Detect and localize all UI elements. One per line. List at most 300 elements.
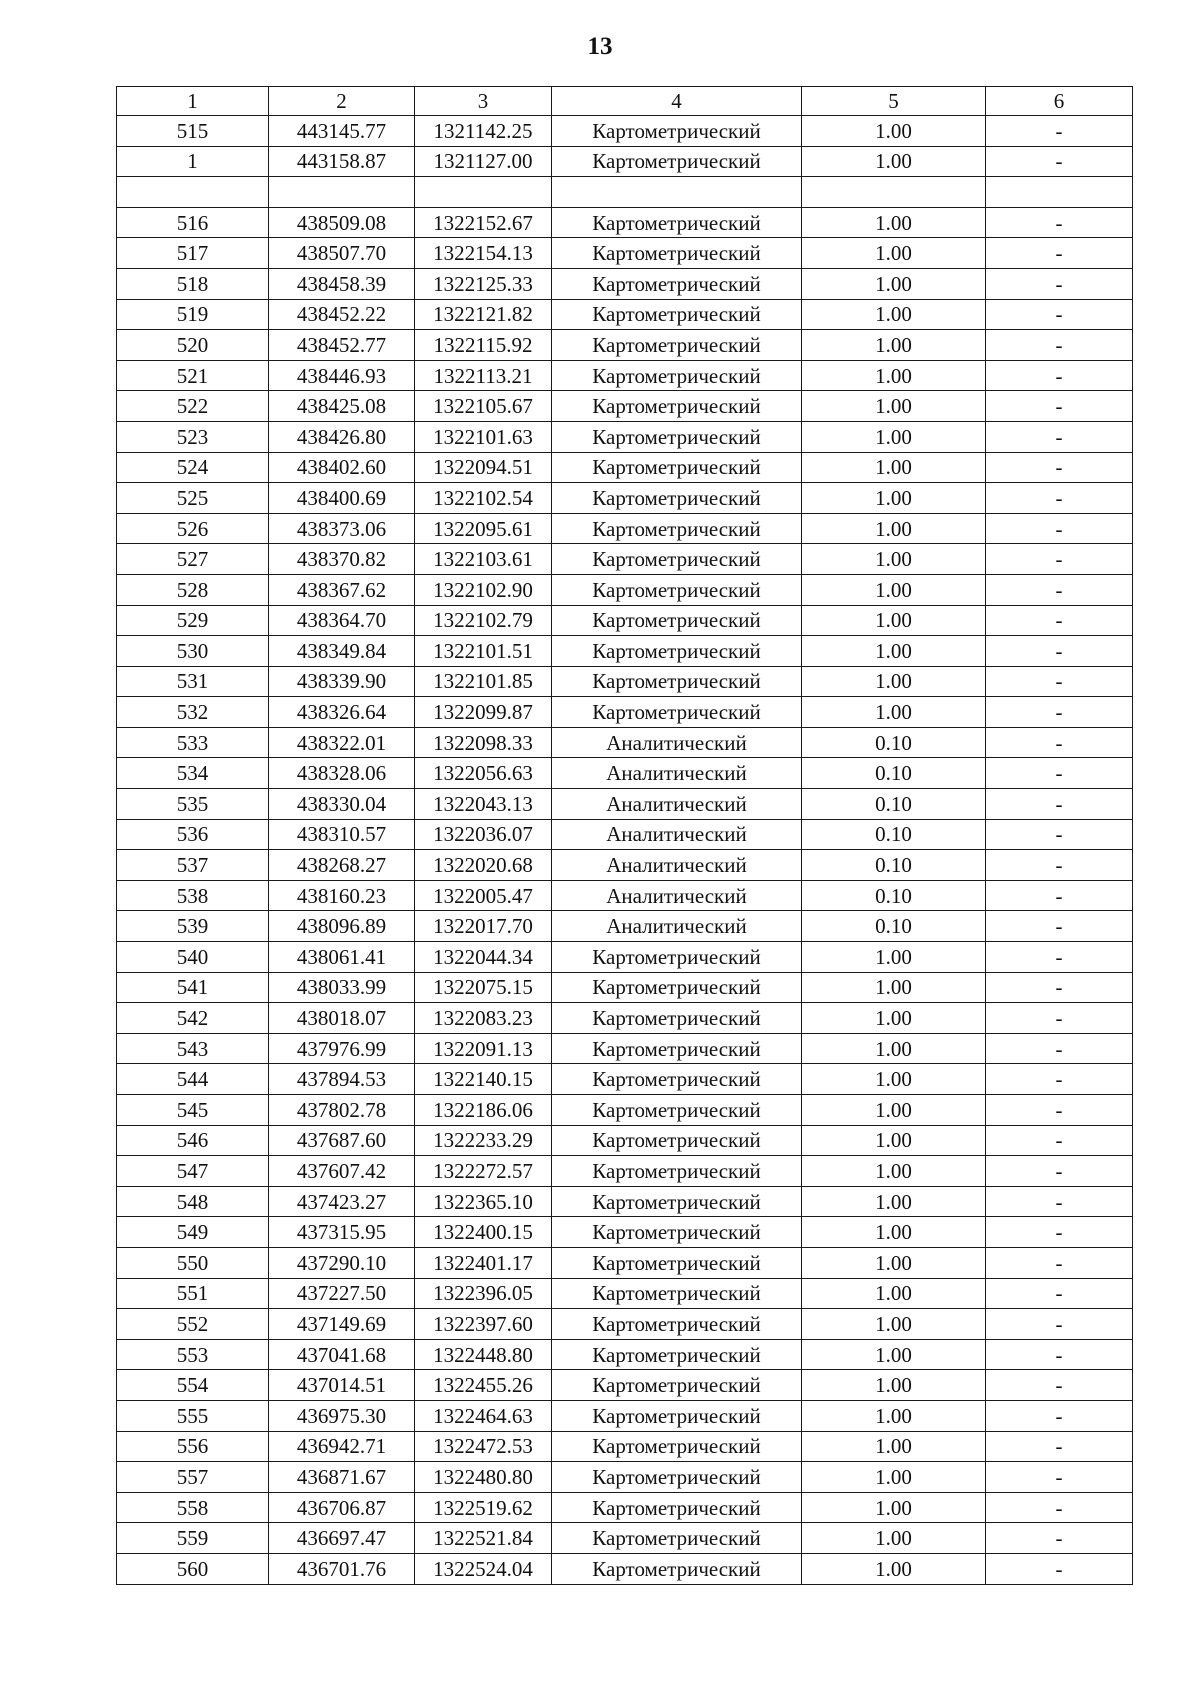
description-cell: - <box>986 513 1133 544</box>
y-coordinate-cell: 1322140.15 <box>415 1064 552 1095</box>
accuracy-cell: 1.00 <box>802 1217 986 1248</box>
method-cell: Картометрический <box>552 1278 802 1309</box>
description-cell: - <box>986 330 1133 361</box>
table-row <box>117 1278 1133 1309</box>
y-coordinate-cell: 1322083.23 <box>415 1003 552 1034</box>
accuracy-cell: 1.00 <box>802 1003 986 1034</box>
accuracy-cell: 1.00 <box>802 1523 986 1554</box>
point-number-cell: 523 <box>117 421 269 452</box>
accuracy-cell: 1.00 <box>802 574 986 605</box>
point-number-cell: 548 <box>117 1186 269 1217</box>
column-header: 1 <box>117 87 269 116</box>
point-number-cell: 519 <box>117 299 269 330</box>
description-cell: - <box>986 1309 1133 1340</box>
y-coordinate-cell: 1322365.10 <box>415 1186 552 1217</box>
accuracy-cell: 1.00 <box>802 1400 986 1431</box>
table-row <box>117 177 1133 208</box>
y-coordinate-cell: 1322121.82 <box>415 299 552 330</box>
method-cell: Картометрический <box>552 1370 802 1401</box>
table-row <box>117 1523 1133 1554</box>
y-coordinate-cell: 1321127.00 <box>415 146 552 177</box>
method-cell: Аналитический <box>552 911 802 942</box>
x-coordinate-cell: 436701.76 <box>269 1553 415 1584</box>
table-row <box>117 268 1133 299</box>
point-number-cell: 560 <box>117 1553 269 1584</box>
accuracy-cell: 1.00 <box>802 483 986 514</box>
point-number-cell: 518 <box>117 268 269 299</box>
table-row <box>117 636 1133 667</box>
x-coordinate-cell: 437315.95 <box>269 1217 415 1248</box>
point-number-cell: 552 <box>117 1309 269 1340</box>
accuracy-cell: 1.00 <box>802 1247 986 1278</box>
page-number: 13 <box>587 33 613 60</box>
table-row <box>117 1186 1133 1217</box>
table-row <box>117 299 1133 330</box>
method-cell: Картометрический <box>552 330 802 361</box>
description-cell: - <box>986 789 1133 820</box>
method-cell: Картометрический <box>552 1492 802 1523</box>
description-cell: - <box>986 1462 1133 1493</box>
accuracy-cell: 1.00 <box>802 1186 986 1217</box>
method-cell: Картометрический <box>552 238 802 269</box>
table-row <box>117 1064 1133 1095</box>
table-row <box>117 483 1133 514</box>
point-number-cell: 526 <box>117 513 269 544</box>
accuracy-cell: 1.00 <box>802 605 986 636</box>
description-cell: - <box>986 1064 1133 1095</box>
method-cell: Картометрический <box>552 1400 802 1431</box>
method-cell: Картометрический <box>552 1462 802 1493</box>
point-number-cell: 550 <box>117 1247 269 1278</box>
x-coordinate-cell: 443145.77 <box>269 116 415 147</box>
method-cell: Картометрический <box>552 636 802 667</box>
description-cell: - <box>986 1247 1133 1278</box>
x-coordinate-cell: 438458.39 <box>269 268 415 299</box>
method-cell: Картометрический <box>552 146 802 177</box>
accuracy-cell: 1.00 <box>802 1156 986 1187</box>
table-row <box>117 544 1133 575</box>
method-cell: Аналитический <box>552 758 802 789</box>
column-header: 5 <box>802 87 986 116</box>
y-coordinate-cell: 1321142.25 <box>415 116 552 147</box>
description-cell: - <box>986 758 1133 789</box>
method-cell: Картометрический <box>552 972 802 1003</box>
y-coordinate-cell: 1322401.17 <box>415 1247 552 1278</box>
y-coordinate-cell: 1322101.85 <box>415 666 552 697</box>
description-cell: - <box>986 1492 1133 1523</box>
point-number-cell: 527 <box>117 544 269 575</box>
x-coordinate-cell: 438509.08 <box>269 207 415 238</box>
accuracy-cell: 1.00 <box>802 238 986 269</box>
description-cell: - <box>986 452 1133 483</box>
point-number-cell: 516 <box>117 207 269 238</box>
accuracy-cell: 0.10 <box>802 789 986 820</box>
x-coordinate-cell: 438018.07 <box>269 1003 415 1034</box>
accuracy-cell: 0.10 <box>802 850 986 881</box>
accuracy-cell: 1.00 <box>802 299 986 330</box>
table-row <box>117 972 1133 1003</box>
table-row <box>117 330 1133 361</box>
x-coordinate-cell: 438268.27 <box>269 850 415 881</box>
accuracy-cell: 1.00 <box>802 1431 986 1462</box>
description-cell: - <box>986 727 1133 758</box>
description-cell: - <box>986 299 1133 330</box>
x-coordinate-cell: 438096.89 <box>269 911 415 942</box>
accuracy-cell: 1.00 <box>802 452 986 483</box>
table-row <box>117 1309 1133 1340</box>
point-number-cell: 558 <box>117 1492 269 1523</box>
description-cell: - <box>986 1095 1133 1126</box>
y-coordinate-cell: 1322396.05 <box>415 1278 552 1309</box>
method-cell: Картометрический <box>552 1217 802 1248</box>
x-coordinate-cell: 438452.22 <box>269 299 415 330</box>
method-cell: Картометрический <box>552 391 802 422</box>
x-coordinate-cell: 436942.71 <box>269 1431 415 1462</box>
x-coordinate-cell: 438033.99 <box>269 972 415 1003</box>
x-coordinate-cell: 438160.23 <box>269 880 415 911</box>
x-coordinate-cell: 438364.70 <box>269 605 415 636</box>
description-cell: - <box>986 146 1133 177</box>
table-row <box>117 116 1133 147</box>
x-coordinate-cell: 438330.04 <box>269 789 415 820</box>
accuracy-cell: 1.00 <box>802 391 986 422</box>
description-cell: - <box>986 574 1133 605</box>
description-cell: - <box>986 972 1133 1003</box>
method-cell: Картометрический <box>552 1033 802 1064</box>
x-coordinate-cell: 438446.93 <box>269 360 415 391</box>
accuracy-cell: 1.00 <box>802 207 986 238</box>
accuracy-cell: 0.10 <box>802 819 986 850</box>
accuracy-cell <box>802 177 986 208</box>
point-number-cell: 551 <box>117 1278 269 1309</box>
description-cell: - <box>986 1003 1133 1034</box>
description-cell: - <box>986 544 1133 575</box>
method-cell: Картометрический <box>552 1339 802 1370</box>
method-cell: Картометрический <box>552 483 802 514</box>
accuracy-cell: 1.00 <box>802 1339 986 1370</box>
point-number-cell: 525 <box>117 483 269 514</box>
accuracy-cell: 1.00 <box>802 1309 986 1340</box>
accuracy-cell: 1.00 <box>802 666 986 697</box>
point-number-cell: 557 <box>117 1462 269 1493</box>
y-coordinate-cell: 1322095.61 <box>415 513 552 544</box>
table-row <box>117 574 1133 605</box>
accuracy-cell: 1.00 <box>802 513 986 544</box>
description-cell: - <box>986 268 1133 299</box>
table-row <box>117 207 1133 238</box>
method-cell: Картометрический <box>552 1523 802 1554</box>
y-coordinate-cell: 1322103.61 <box>415 544 552 575</box>
description-cell: - <box>986 880 1133 911</box>
method-cell: Картометрический <box>552 605 802 636</box>
method-cell: Аналитический <box>552 819 802 850</box>
method-cell: Аналитический <box>552 727 802 758</box>
description-cell: - <box>986 1370 1133 1401</box>
accuracy-cell: 1.00 <box>802 544 986 575</box>
point-number-cell: 546 <box>117 1125 269 1156</box>
y-coordinate-cell: 1322075.15 <box>415 972 552 1003</box>
y-coordinate-cell: 1322056.63 <box>415 758 552 789</box>
description-cell: - <box>986 911 1133 942</box>
description-cell: - <box>986 391 1133 422</box>
accuracy-cell: 1.00 <box>802 1462 986 1493</box>
table-row <box>117 666 1133 697</box>
method-cell: Аналитический <box>552 789 802 820</box>
point-number-cell: 539 <box>117 911 269 942</box>
table-row <box>117 1339 1133 1370</box>
y-coordinate-cell: 1322099.87 <box>415 697 552 728</box>
y-coordinate-cell: 1322044.34 <box>415 942 552 973</box>
point-number-cell: 515 <box>117 116 269 147</box>
x-coordinate-cell: 437607.42 <box>269 1156 415 1187</box>
y-coordinate-cell: 1322125.33 <box>415 268 552 299</box>
x-coordinate-cell: 437802.78 <box>269 1095 415 1126</box>
y-coordinate-cell: 1322020.68 <box>415 850 552 881</box>
x-coordinate-cell: 438370.82 <box>269 544 415 575</box>
table-row <box>117 1217 1133 1248</box>
description-cell: - <box>986 850 1133 881</box>
point-number-cell: 538 <box>117 880 269 911</box>
table-row <box>117 1492 1133 1523</box>
table-header-row <box>117 87 1133 116</box>
y-coordinate-cell: 1322102.54 <box>415 483 552 514</box>
method-cell: Картометрический <box>552 1247 802 1278</box>
description-cell: - <box>986 1431 1133 1462</box>
accuracy-cell: 1.00 <box>802 360 986 391</box>
description-cell: - <box>986 636 1133 667</box>
method-cell: Картометрический <box>552 1431 802 1462</box>
column-header: 4 <box>552 87 802 116</box>
accuracy-cell: 0.10 <box>802 880 986 911</box>
table-row <box>117 1125 1133 1156</box>
accuracy-cell: 1.00 <box>802 697 986 728</box>
description-cell: - <box>986 360 1133 391</box>
x-coordinate-cell: 437423.27 <box>269 1186 415 1217</box>
x-coordinate-cell: 437976.99 <box>269 1033 415 1064</box>
y-coordinate-cell: 1322455.26 <box>415 1370 552 1401</box>
x-coordinate-cell: 438400.69 <box>269 483 415 514</box>
method-cell: Картометрический <box>552 1186 802 1217</box>
method-cell: Картометрический <box>552 1309 802 1340</box>
description-cell <box>986 177 1133 208</box>
table-row <box>117 452 1133 483</box>
table-row <box>117 758 1133 789</box>
point-number-cell: 549 <box>117 1217 269 1248</box>
accuracy-cell: 0.10 <box>802 758 986 789</box>
y-coordinate-cell: 1322043.13 <box>415 789 552 820</box>
y-coordinate-cell: 1322036.07 <box>415 819 552 850</box>
method-cell: Картометрический <box>552 360 802 391</box>
x-coordinate-cell <box>269 177 415 208</box>
method-cell: Картометрический <box>552 1156 802 1187</box>
description-cell: - <box>986 1125 1133 1156</box>
description-cell: - <box>986 605 1133 636</box>
point-number-cell: 542 <box>117 1003 269 1034</box>
x-coordinate-cell: 437894.53 <box>269 1064 415 1095</box>
accuracy-cell: 1.00 <box>802 1125 986 1156</box>
table-row <box>117 391 1133 422</box>
point-number-cell: 534 <box>117 758 269 789</box>
y-coordinate-cell: 1322272.57 <box>415 1156 552 1187</box>
description-cell: - <box>986 483 1133 514</box>
method-cell: Картометрический <box>552 942 802 973</box>
point-number-cell: 535 <box>117 789 269 820</box>
y-coordinate-cell: 1322115.92 <box>415 330 552 361</box>
method-cell: Картометрический <box>552 116 802 147</box>
column-header: 6 <box>986 87 1133 116</box>
point-number-cell: 541 <box>117 972 269 1003</box>
method-cell <box>552 177 802 208</box>
table-row <box>117 850 1133 881</box>
table-row <box>117 1431 1133 1462</box>
accuracy-cell: 1.00 <box>802 330 986 361</box>
description-cell: - <box>986 819 1133 850</box>
y-coordinate-cell: 1322102.79 <box>415 605 552 636</box>
point-number-cell: 554 <box>117 1370 269 1401</box>
point-number-cell: 533 <box>117 727 269 758</box>
x-coordinate-cell: 438326.64 <box>269 697 415 728</box>
description-cell: - <box>986 1186 1133 1217</box>
table-row <box>117 697 1133 728</box>
x-coordinate-cell: 438373.06 <box>269 513 415 544</box>
y-coordinate-cell: 1322005.47 <box>415 880 552 911</box>
x-coordinate-cell: 443158.87 <box>269 146 415 177</box>
method-cell: Картометрический <box>552 697 802 728</box>
y-coordinate-cell: 1322519.62 <box>415 1492 552 1523</box>
method-cell: Картометрический <box>552 513 802 544</box>
method-cell: Картометрический <box>552 544 802 575</box>
x-coordinate-cell: 438349.84 <box>269 636 415 667</box>
description-cell: - <box>986 666 1133 697</box>
table-row <box>117 146 1133 177</box>
method-cell: Картометрический <box>552 1064 802 1095</box>
method-cell: Картометрический <box>552 666 802 697</box>
x-coordinate-cell: 438367.62 <box>269 574 415 605</box>
table-row <box>117 1400 1133 1431</box>
x-coordinate-cell: 437041.68 <box>269 1339 415 1370</box>
description-cell: - <box>986 942 1133 973</box>
y-coordinate-cell: 1322448.80 <box>415 1339 552 1370</box>
x-coordinate-cell: 438507.70 <box>269 238 415 269</box>
accuracy-cell: 1.00 <box>802 1553 986 1584</box>
accuracy-cell: 1.00 <box>802 1370 986 1401</box>
x-coordinate-cell: 436975.30 <box>269 1400 415 1431</box>
description-cell: - <box>986 1156 1133 1187</box>
x-coordinate-cell: 436871.67 <box>269 1462 415 1493</box>
y-coordinate-cell: 1322017.70 <box>415 911 552 942</box>
description-cell: - <box>986 1523 1133 1554</box>
description-cell: - <box>986 116 1133 147</box>
x-coordinate-cell: 438322.01 <box>269 727 415 758</box>
x-coordinate-cell: 438310.57 <box>269 819 415 850</box>
table-row <box>117 789 1133 820</box>
table-row <box>117 1095 1133 1126</box>
x-coordinate-cell: 438425.08 <box>269 391 415 422</box>
point-number-cell: 544 <box>117 1064 269 1095</box>
y-coordinate-cell: 1322101.63 <box>415 421 552 452</box>
point-number-cell: 530 <box>117 636 269 667</box>
description-cell: - <box>986 1400 1133 1431</box>
table-row <box>117 1462 1133 1493</box>
y-coordinate-cell: 1322524.04 <box>415 1553 552 1584</box>
point-number-cell: 556 <box>117 1431 269 1462</box>
accuracy-cell: 1.00 <box>802 116 986 147</box>
x-coordinate-cell: 438339.90 <box>269 666 415 697</box>
accuracy-cell: 1.00 <box>802 1278 986 1309</box>
point-number-cell <box>117 177 269 208</box>
table-row <box>117 819 1133 850</box>
point-number-cell: 532 <box>117 697 269 728</box>
table-row <box>117 360 1133 391</box>
y-coordinate-cell: 1322400.15 <box>415 1217 552 1248</box>
y-coordinate-cell: 1322397.60 <box>415 1309 552 1340</box>
table-row <box>117 1553 1133 1584</box>
y-coordinate-cell: 1322105.67 <box>415 391 552 422</box>
y-coordinate-cell: 1322464.63 <box>415 1400 552 1431</box>
table-body <box>117 87 1133 1585</box>
table-row <box>117 1033 1133 1064</box>
x-coordinate-cell: 437149.69 <box>269 1309 415 1340</box>
table-row <box>117 727 1133 758</box>
x-coordinate-cell: 436706.87 <box>269 1492 415 1523</box>
method-cell: Картометрический <box>552 421 802 452</box>
point-number-cell: 555 <box>117 1400 269 1431</box>
point-number-cell: 521 <box>117 360 269 391</box>
x-coordinate-cell: 438328.06 <box>269 758 415 789</box>
x-coordinate-cell: 437290.10 <box>269 1247 415 1278</box>
accuracy-cell: 1.00 <box>802 942 986 973</box>
description-cell: - <box>986 1217 1133 1248</box>
point-number-cell: 543 <box>117 1033 269 1064</box>
point-number-cell: 547 <box>117 1156 269 1187</box>
description-cell: - <box>986 207 1133 238</box>
table-row <box>117 880 1133 911</box>
method-cell: Аналитический <box>552 850 802 881</box>
accuracy-cell: 1.00 <box>802 636 986 667</box>
description-cell: - <box>986 238 1133 269</box>
method-cell: Картометрический <box>552 1003 802 1034</box>
y-coordinate-cell: 1322113.21 <box>415 360 552 391</box>
description-cell: - <box>986 697 1133 728</box>
point-number-cell: 537 <box>117 850 269 881</box>
point-number-cell: 529 <box>117 605 269 636</box>
table-row <box>117 605 1133 636</box>
accuracy-cell: 0.10 <box>802 911 986 942</box>
table-row <box>117 1156 1133 1187</box>
point-number-cell: 517 <box>117 238 269 269</box>
table-row <box>117 1247 1133 1278</box>
y-coordinate-cell: 1322521.84 <box>415 1523 552 1554</box>
y-coordinate-cell: 1322152.67 <box>415 207 552 238</box>
y-coordinate-cell <box>415 177 552 208</box>
point-number-cell: 540 <box>117 942 269 973</box>
x-coordinate-cell: 437227.50 <box>269 1278 415 1309</box>
accuracy-cell: 1.00 <box>802 1064 986 1095</box>
table-row <box>117 911 1133 942</box>
y-coordinate-cell: 1322102.90 <box>415 574 552 605</box>
method-cell: Картометрический <box>552 574 802 605</box>
y-coordinate-cell: 1322094.51 <box>415 452 552 483</box>
method-cell: Картометрический <box>552 268 802 299</box>
table-row <box>117 238 1133 269</box>
table-row <box>117 1003 1133 1034</box>
point-number-cell: 553 <box>117 1339 269 1370</box>
y-coordinate-cell: 1322101.51 <box>415 636 552 667</box>
point-number-cell: 559 <box>117 1523 269 1554</box>
table-row <box>117 1370 1133 1401</box>
description-cell: - <box>986 1278 1133 1309</box>
accuracy-cell: 1.00 <box>802 972 986 1003</box>
